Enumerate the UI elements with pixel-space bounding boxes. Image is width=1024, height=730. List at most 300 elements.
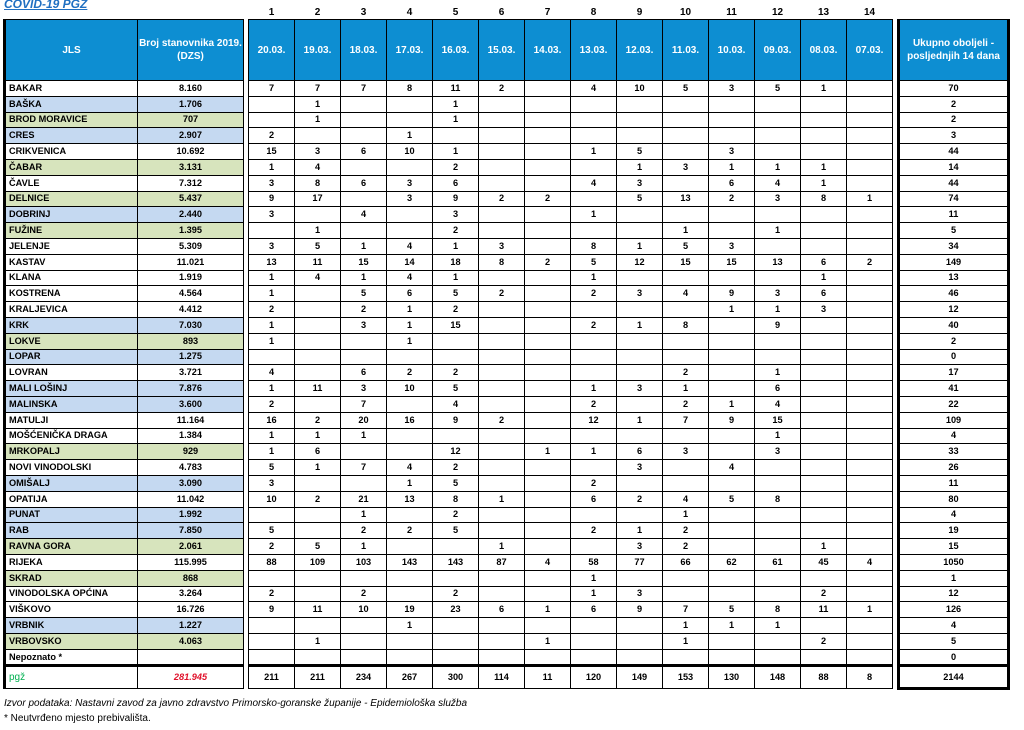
case-count [571, 618, 617, 634]
case-count [479, 112, 525, 128]
case-count: 2 [433, 507, 479, 523]
case-count: 15 [755, 412, 801, 428]
case-count [525, 238, 571, 254]
case-count [617, 302, 663, 318]
case-count: 10 [617, 81, 663, 97]
case-count [387, 112, 433, 128]
population-cell: 2.061 [138, 539, 244, 555]
case-count [479, 523, 525, 539]
row-total: 44 [899, 144, 1009, 160]
blank-cell [899, 6, 1009, 20]
case-count: 1 [295, 428, 341, 444]
case-count: 2 [525, 254, 571, 270]
case-count [755, 333, 801, 349]
day-number: 8 [590, 7, 597, 18]
table-row [5, 159, 1009, 175]
case-count: 1 [617, 317, 663, 333]
table-row [5, 175, 1009, 191]
case-count [341, 96, 387, 112]
municipality-name: VINODOLSKA OPĆINA [5, 586, 138, 602]
case-count: 3 [801, 302, 847, 318]
case-count [847, 460, 893, 476]
case-count [847, 586, 893, 602]
case-count [571, 333, 617, 349]
population-cell: 3.131 [138, 159, 244, 175]
municipality-name: ČAVLE [5, 175, 138, 191]
case-count: 1 [755, 159, 801, 175]
case-count [847, 491, 893, 507]
case-count: 3 [617, 175, 663, 191]
case-count: 2 [295, 412, 341, 428]
case-count: 1 [249, 333, 295, 349]
case-count: 1 [801, 175, 847, 191]
blank-cell [138, 6, 244, 20]
day-total: 11 [525, 666, 571, 689]
case-count [295, 128, 341, 144]
table-row [5, 238, 1009, 254]
case-count: 4 [571, 175, 617, 191]
table-row [5, 554, 1009, 570]
case-count: 15 [433, 317, 479, 333]
table-row [5, 475, 1009, 491]
case-count: 4 [755, 396, 801, 412]
case-count: 1 [433, 112, 479, 128]
case-count: 2 [663, 539, 709, 555]
case-count: 4 [755, 175, 801, 191]
case-count: 1 [709, 302, 755, 318]
day-total: 153 [663, 666, 709, 689]
case-count: 2 [571, 286, 617, 302]
case-count [847, 286, 893, 302]
case-count: 18 [433, 254, 479, 270]
case-count [341, 633, 387, 649]
population-cell: 868 [138, 570, 244, 586]
case-count [249, 96, 295, 112]
case-count [341, 333, 387, 349]
case-count [709, 586, 755, 602]
case-count [571, 649, 617, 666]
case-count: 15 [663, 254, 709, 270]
case-count: 5 [571, 254, 617, 270]
population-cell: 7.876 [138, 381, 244, 397]
header-row [5, 20, 1009, 81]
case-count: 2 [249, 396, 295, 412]
table-row [5, 602, 1009, 618]
case-count [525, 365, 571, 381]
case-count: 8 [479, 254, 525, 270]
case-count [295, 618, 341, 634]
municipality-name: Nepoznato * [5, 649, 138, 666]
case-count [571, 428, 617, 444]
case-count: 6 [341, 175, 387, 191]
case-count [709, 128, 755, 144]
case-count [479, 317, 525, 333]
case-count [617, 633, 663, 649]
case-count [617, 112, 663, 128]
case-count [709, 539, 755, 555]
totals-population: 281.945 [138, 666, 244, 689]
case-count [479, 333, 525, 349]
case-count [387, 507, 433, 523]
case-count [847, 270, 893, 286]
row-total: 12 [899, 586, 1009, 602]
case-count [295, 207, 341, 223]
day-total: 130 [709, 666, 755, 689]
case-count: 6 [295, 444, 341, 460]
case-count [801, 128, 847, 144]
case-count: 2 [341, 586, 387, 602]
day-number: 11 [726, 7, 737, 18]
case-count: 4 [709, 460, 755, 476]
population-cell: 10.692 [138, 144, 244, 160]
row-total: 19 [899, 523, 1009, 539]
case-count: 1 [249, 159, 295, 175]
municipality-name: SKRAD [5, 570, 138, 586]
case-count [479, 302, 525, 318]
case-count: 5 [295, 238, 341, 254]
case-count: 1 [663, 223, 709, 239]
case-count: 1 [755, 302, 801, 318]
case-count: 4 [387, 270, 433, 286]
case-count [295, 570, 341, 586]
case-count [847, 539, 893, 555]
case-count: 4 [663, 491, 709, 507]
case-count: 1 [801, 81, 847, 97]
municipality-name: FUŽINE [5, 223, 138, 239]
municipality-name: RAB [5, 523, 138, 539]
case-count: 58 [571, 554, 617, 570]
case-count: 2 [801, 633, 847, 649]
case-count: 3 [755, 191, 801, 207]
population-cell: 11.164 [138, 412, 244, 428]
table-row [5, 286, 1009, 302]
case-count: 17 [295, 191, 341, 207]
case-count [709, 570, 755, 586]
row-total: 2 [899, 112, 1009, 128]
case-count: 1 [525, 444, 571, 460]
case-count [479, 570, 525, 586]
case-count [525, 81, 571, 97]
case-count: 1 [571, 144, 617, 160]
case-count [847, 649, 893, 666]
case-count: 11 [295, 254, 341, 270]
case-count: 1 [571, 207, 617, 223]
row-total: 46 [899, 286, 1009, 302]
header-date: 17.03. [387, 20, 433, 81]
case-count [433, 618, 479, 634]
row-total: 26 [899, 460, 1009, 476]
case-count: 1 [479, 539, 525, 555]
case-count: 45 [801, 554, 847, 570]
day-total: 114 [479, 666, 525, 689]
case-count: 8 [801, 191, 847, 207]
case-count [387, 396, 433, 412]
municipality-name: OMIŠALJ [5, 475, 138, 491]
case-count: 2 [433, 302, 479, 318]
case-count [847, 238, 893, 254]
case-count: 7 [295, 81, 341, 97]
case-count: 2 [387, 523, 433, 539]
case-count: 2 [433, 223, 479, 239]
case-count [571, 159, 617, 175]
case-count [571, 633, 617, 649]
case-count: 2 [341, 302, 387, 318]
case-count [663, 270, 709, 286]
case-count [525, 144, 571, 160]
case-count [433, 333, 479, 349]
case-count: 3 [387, 175, 433, 191]
row-total: 2 [899, 333, 1009, 349]
day-number: 5 [452, 7, 459, 18]
population-cell: 11.042 [138, 491, 244, 507]
case-count: 1 [387, 618, 433, 634]
case-count: 6 [387, 286, 433, 302]
case-count [525, 349, 571, 365]
municipality-name: BROD MORAVICE [5, 112, 138, 128]
case-count [479, 159, 525, 175]
row-total: 12 [899, 302, 1009, 318]
table-row [5, 144, 1009, 160]
case-count: 1 [571, 570, 617, 586]
case-count [341, 223, 387, 239]
population-cell: 1.992 [138, 507, 244, 523]
case-count: 6 [433, 175, 479, 191]
case-count: 12 [433, 444, 479, 460]
case-count [801, 460, 847, 476]
case-count [663, 428, 709, 444]
case-count [525, 381, 571, 397]
case-count [525, 491, 571, 507]
case-count: 6 [341, 365, 387, 381]
case-count [617, 349, 663, 365]
case-count [801, 396, 847, 412]
case-count: 15 [341, 254, 387, 270]
case-count: 1 [433, 96, 479, 112]
day-number: 9 [636, 7, 643, 18]
row-total: 109 [899, 412, 1009, 428]
row-total: 70 [899, 81, 1009, 97]
case-count [479, 365, 525, 381]
day-number: 12 [771, 7, 784, 18]
case-count [847, 112, 893, 128]
case-count: 3 [617, 460, 663, 476]
case-count: 5 [341, 286, 387, 302]
case-count: 88 [249, 554, 295, 570]
case-count [571, 539, 617, 555]
header-date: 14.03. [525, 20, 571, 81]
case-count: 5 [617, 191, 663, 207]
case-count: 13 [663, 191, 709, 207]
case-count: 6 [709, 175, 755, 191]
case-count [801, 412, 847, 428]
case-count: 2 [479, 412, 525, 428]
case-count [295, 365, 341, 381]
case-count: 3 [295, 144, 341, 160]
case-count: 2 [341, 523, 387, 539]
case-count: 1 [755, 428, 801, 444]
case-count [387, 586, 433, 602]
case-count [709, 270, 755, 286]
case-count: 6 [801, 254, 847, 270]
case-count: 1 [617, 523, 663, 539]
case-count [663, 144, 709, 160]
case-count [525, 286, 571, 302]
case-count [479, 475, 525, 491]
table-row [5, 333, 1009, 349]
case-count [387, 349, 433, 365]
case-count: 3 [617, 539, 663, 555]
table-row [5, 523, 1009, 539]
case-count [479, 444, 525, 460]
table-row [5, 191, 1009, 207]
case-count [525, 112, 571, 128]
case-count: 1 [295, 460, 341, 476]
case-count: 103 [341, 554, 387, 570]
municipality-name: DELNICE [5, 191, 138, 207]
population-cell: 893 [138, 333, 244, 349]
population-cell: 5.309 [138, 238, 244, 254]
case-count [525, 223, 571, 239]
case-count [295, 507, 341, 523]
case-count [479, 207, 525, 223]
row-total: 74 [899, 191, 1009, 207]
case-count: 5 [709, 602, 755, 618]
case-count [847, 396, 893, 412]
municipality-name: PUNAT [5, 507, 138, 523]
case-count: 2 [525, 191, 571, 207]
case-count [617, 270, 663, 286]
case-count [341, 649, 387, 666]
case-count: 8 [755, 491, 801, 507]
row-total: 0 [899, 649, 1009, 666]
row-total: 14 [899, 159, 1009, 175]
case-count: 7 [341, 396, 387, 412]
case-count [525, 128, 571, 144]
row-total: 33 [899, 444, 1009, 460]
case-count [525, 428, 571, 444]
case-count [479, 649, 525, 666]
case-count [617, 570, 663, 586]
population-cell: 4.564 [138, 286, 244, 302]
table-row [5, 128, 1009, 144]
case-count [755, 96, 801, 112]
case-count [847, 128, 893, 144]
case-count [525, 270, 571, 286]
municipality-name: KASTAV [5, 254, 138, 270]
case-count [617, 428, 663, 444]
day-number: 4 [406, 7, 413, 18]
case-count [525, 333, 571, 349]
case-count: 5 [249, 523, 295, 539]
case-count: 2 [709, 191, 755, 207]
case-count: 9 [755, 317, 801, 333]
municipality-name: LOKVE [5, 333, 138, 349]
totals-row [5, 666, 1009, 689]
case-count [295, 286, 341, 302]
case-count: 23 [433, 602, 479, 618]
case-count [617, 618, 663, 634]
case-count: 10 [387, 144, 433, 160]
row-total: 44 [899, 175, 1009, 191]
case-count [479, 460, 525, 476]
case-count: 1 [387, 475, 433, 491]
day-total: 211 [295, 666, 341, 689]
case-count [709, 365, 755, 381]
case-count: 2 [571, 523, 617, 539]
case-count [525, 586, 571, 602]
population-cell: 4.783 [138, 460, 244, 476]
case-count: 6 [571, 602, 617, 618]
case-count [801, 207, 847, 223]
case-count: 9 [249, 602, 295, 618]
case-count [617, 333, 663, 349]
population-cell: 7.030 [138, 317, 244, 333]
case-count [341, 191, 387, 207]
case-count: 2 [249, 586, 295, 602]
day-number: 14 [863, 7, 876, 18]
case-count: 1 [433, 144, 479, 160]
municipality-name: BAŠKA [5, 96, 138, 112]
case-count: 1 [617, 238, 663, 254]
day-number: 2 [314, 7, 321, 18]
municipality-name: KRALJEVICA [5, 302, 138, 318]
row-total: 1 [899, 570, 1009, 586]
table-row [5, 381, 1009, 397]
case-count: 5 [433, 523, 479, 539]
case-count: 1 [847, 191, 893, 207]
case-count [525, 618, 571, 634]
covid-table [3, 6, 1010, 690]
population-cell: 5.437 [138, 191, 244, 207]
case-count [847, 618, 893, 634]
case-count: 2 [249, 128, 295, 144]
case-count [341, 349, 387, 365]
header-date: 12.03. [617, 20, 663, 81]
case-count: 1 [249, 317, 295, 333]
case-count: 4 [249, 365, 295, 381]
case-count: 1 [341, 238, 387, 254]
case-count: 13 [387, 491, 433, 507]
case-count: 5 [249, 460, 295, 476]
case-count [801, 223, 847, 239]
case-count: 5 [295, 539, 341, 555]
case-count: 1 [571, 381, 617, 397]
case-count [847, 570, 893, 586]
municipality-name: MALINSKA [5, 396, 138, 412]
municipality-name: MATULJI [5, 412, 138, 428]
case-count: 2 [847, 254, 893, 270]
case-count [617, 396, 663, 412]
case-count [525, 570, 571, 586]
case-count: 1 [571, 586, 617, 602]
day-number: 13 [817, 7, 830, 18]
day-total: 300 [433, 666, 479, 689]
table-row [5, 444, 1009, 460]
table-row [5, 112, 1009, 128]
case-count [571, 96, 617, 112]
case-count [479, 349, 525, 365]
case-count: 9 [709, 286, 755, 302]
municipality-name: CRIKVENICA [5, 144, 138, 160]
day-total: 234 [341, 666, 387, 689]
row-total: 2 [899, 96, 1009, 112]
case-count: 2 [479, 81, 525, 97]
case-count: 6 [755, 381, 801, 397]
case-count: 1 [479, 491, 525, 507]
header-date: 10.03. [709, 20, 755, 81]
case-count [755, 523, 801, 539]
case-count: 9 [709, 412, 755, 428]
